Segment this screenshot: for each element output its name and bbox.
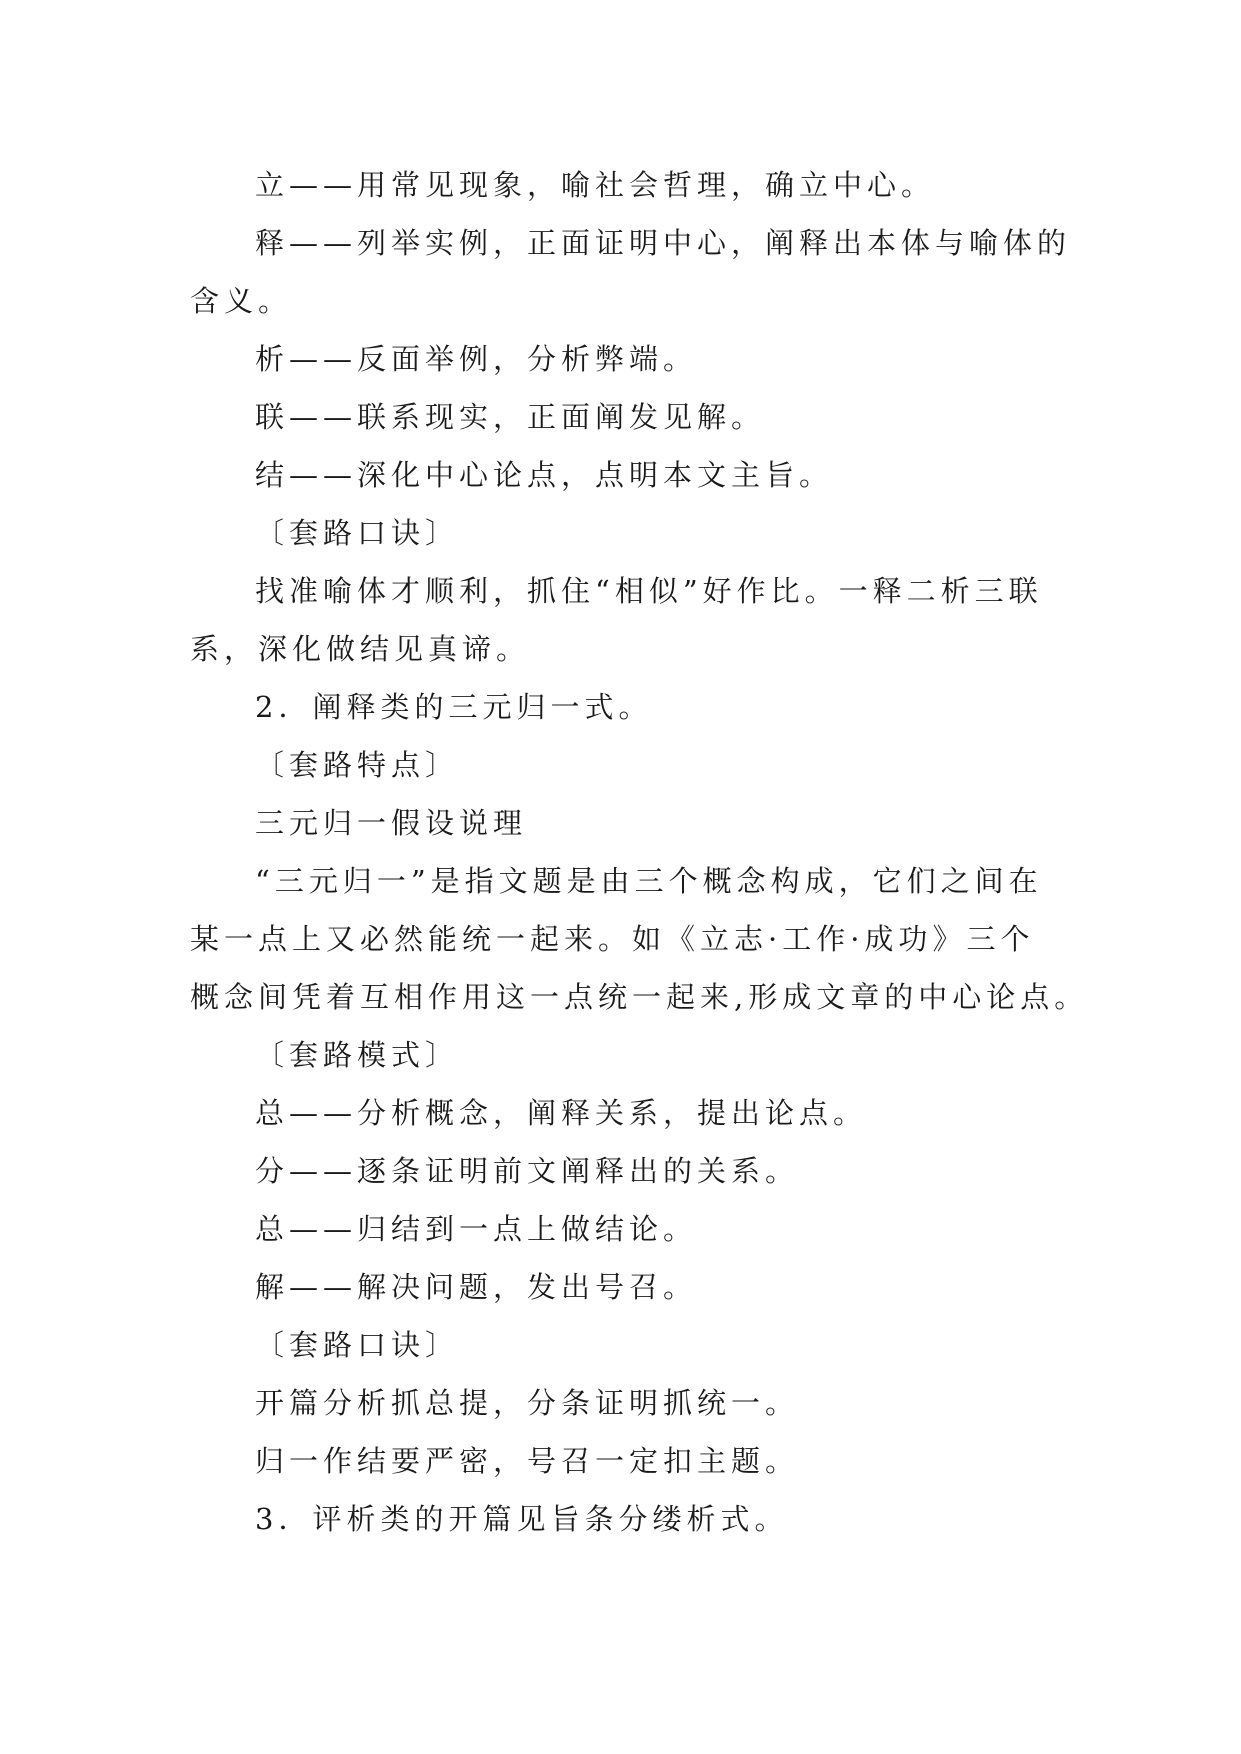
paragraph-line: 系，深化做结见真谛。	[190, 632, 531, 666]
paragraph-line: 某一点上又必然能统一起来。如《立志·工作·成功》三个	[190, 922, 1035, 956]
paragraph-line: 分——逐条证明前文阐释出的关系。	[255, 1154, 800, 1188]
paragraph-line: 总——归结到一点上做结论。	[255, 1212, 698, 1246]
paragraph-line: 释——列举实例，正面证明中心，阐释出本体与喻体的	[255, 226, 1072, 260]
paragraph-line: 概念间凭着互相作用这一点统一起来,形成文章的中心论点。	[190, 980, 1089, 1014]
section-heading: 〔套路模式〕	[255, 1038, 460, 1072]
section-heading: 〔套路口诀〕	[255, 516, 460, 550]
numbered-heading: 2．阐释类的三元归一式。	[255, 690, 653, 724]
paragraph-line: 立——用常见现象，喻社会哲理，确立中心。	[255, 168, 936, 202]
paragraph-line: 联——联系现实，正面阐发见解。	[255, 400, 766, 434]
paragraph-line: 归一作结要严密，号召一定扣主题。	[255, 1444, 800, 1478]
paragraph-line: 找准喻体才顺利，抓住“相似”好作比。一释二析三联	[255, 574, 1043, 608]
paragraph-line: 开篇分析抓总提，分条证明抓统一。	[255, 1386, 800, 1420]
paragraph-line: 析——反面举例，分析弊端。	[255, 342, 698, 376]
numbered-heading: 3．评析类的开篇见旨条分缕析式。	[255, 1502, 789, 1536]
section-heading: 〔套路口诀〕	[255, 1328, 460, 1362]
paragraph-line: 含义。	[190, 284, 293, 318]
paragraph-line: 三元归一假设说理	[255, 806, 528, 840]
paragraph-line: 解——解决问题，发出号召。	[255, 1270, 698, 1304]
paragraph-line: “三元归一”是指文题是由三个概念构成，它们之间在	[255, 864, 1043, 898]
section-heading: 〔套路特点〕	[255, 748, 460, 782]
paragraph-line: 总——分析概念，阐释关系，提出论点。	[255, 1096, 868, 1130]
paragraph-line: 结——深化中心论点，点明本文主旨。	[255, 458, 834, 492]
